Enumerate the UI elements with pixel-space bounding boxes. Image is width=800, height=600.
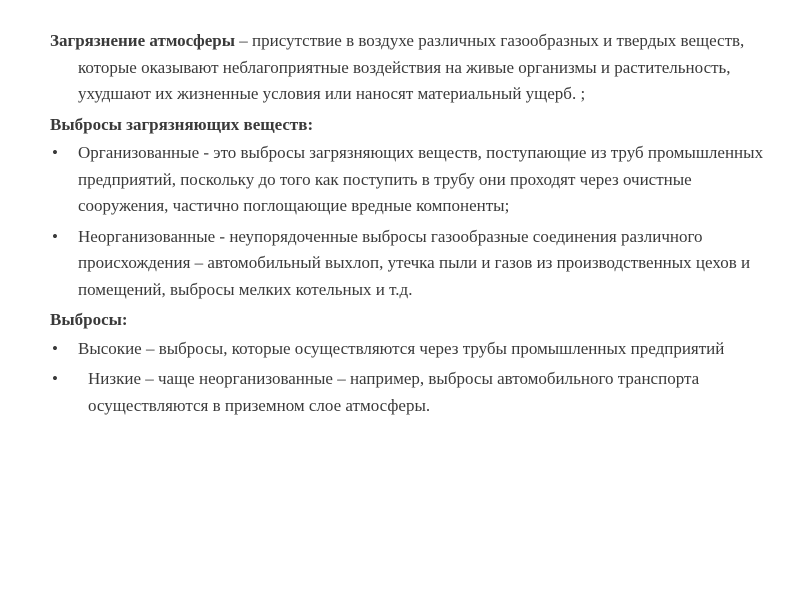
definition-term: Загрязнение атмосферы <box>50 31 236 50</box>
definition-paragraph <box>50 28 770 108</box>
list-item-low <box>50 366 770 419</box>
list-item-high <box>50 336 770 363</box>
bullet-icon: • <box>52 226 58 246</box>
bullet-icon: • <box>52 369 58 388</box>
bullet-icon: • <box>52 143 58 162</box>
slide-content <box>50 28 770 423</box>
list-item-unorganized <box>50 224 770 304</box>
definition-text: – присутствие в воздухе различных газообразных и твердых веществ, которые оказывают неблагоприятные воздействия на живые организмы и растительность, ухудшают их жизненные условия или наносят материальный ущерб. ; <box>78 31 745 103</box>
list-item-text: Неорганизованные - неупорядоченные выбросы газообразные соединения различного происхождения – автомобильный выхлоп, утечка пыли и газов из производственных цехов и помещений, выбросы мелких котельных и т.д. <box>78 226 751 299</box>
emissions-heading: Выбросы загрязняющих веществ: <box>50 114 314 134</box>
list-item-organized <box>50 140 770 220</box>
bullet-icon: • <box>52 338 58 358</box>
list-item-text: Низкие – чаще неорганизованные – например, выбросы автомобильного транспорта осуществляются в приземном слое атмосферы. <box>88 369 700 415</box>
list-item-text: Организованные - это выбросы загрязняющих веществ, поступающие из труб промышленных предприятий, поскольку до того как поступить в трубу они проходят через очистные сооружения, частично поглощающие вредные компоненты; <box>78 143 764 215</box>
list-item-text: Высокие – выбросы, которые осуществляются через трубы промышленных предприятий <box>78 338 725 358</box>
release-heading: Выбросы: <box>50 310 128 329</box>
